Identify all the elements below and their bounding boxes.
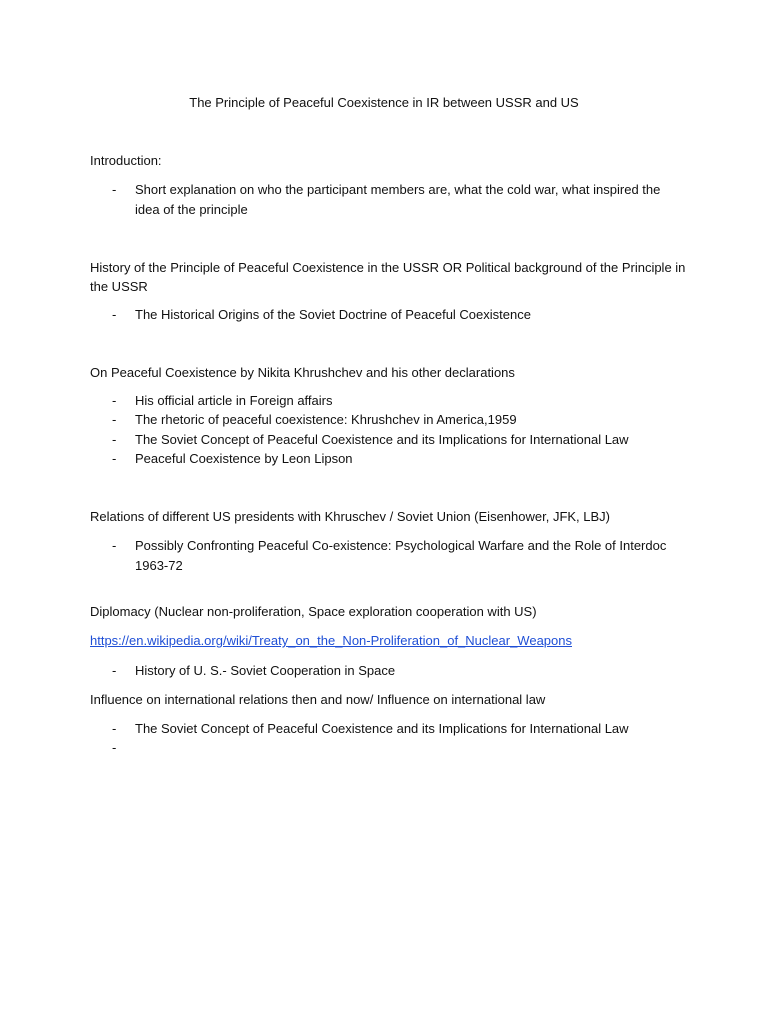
bullet-dash: - — [112, 538, 117, 553]
list-item — [112, 449, 672, 469]
list-item-text: History of U. S.- Soviet Cooperation in Space — [135, 663, 396, 678]
bullet-dash: - — [112, 721, 117, 736]
bullet-dash: - — [112, 393, 117, 408]
list-item-text: His official article in Foreign affairs — [135, 393, 333, 408]
bullet-dash: - — [112, 307, 117, 322]
section-heading-introduction: Introduction: — [90, 153, 162, 168]
bullet-dash: - — [112, 412, 117, 427]
bullet-dash: - — [112, 740, 117, 755]
list-item-text: Possibly Confronting Peaceful Co-existence: Psychological Warfare and the Role of Interdoc 1963-72 — [135, 538, 667, 573]
list-item-text: The Historical Origins of the Soviet Doctrine of Peaceful Coexistence — [135, 307, 531, 322]
section-heading-khrushchev: On Peaceful Coexistence by Nikita Khrushchev and his other declarations — [90, 365, 515, 380]
list-item — [112, 305, 672, 325]
treaty-wikipedia-link[interactable]: https://en.wikipedia.org/wiki/Treaty_on_the_Non-Proliferation_of_Nuclear_Weapons — [90, 633, 572, 648]
list-item — [112, 430, 672, 450]
list-item — [112, 661, 672, 681]
bullet-dash: - — [112, 451, 117, 466]
list-item-text: Peaceful Coexistence by Leon Lipson — [135, 451, 353, 466]
list-item-text: Short explanation on who the participant members are, what the cold war, what inspired the idea of the principle — [135, 182, 661, 217]
section-heading-presidents: Relations of different US presidents with Khruschev / Soviet Union (Eisenhower, JFK, LBJ) — [90, 509, 611, 524]
bullet-dash: - — [112, 432, 117, 447]
list-item-text: The Soviet Concept of Peaceful Coexistence and its Implications for International Law — [135, 432, 629, 447]
bullet-dash: - — [112, 663, 117, 678]
list-item — [112, 391, 672, 411]
list-item — [112, 180, 672, 219]
bullet-dash: - — [112, 182, 117, 197]
list-item — [112, 719, 672, 739]
list-item-text: The Soviet Concept of Peaceful Coexistence and its Implications for International Law — [135, 721, 629, 736]
list-item — [112, 410, 672, 430]
section-heading-diplomacy: Diplomacy (Nuclear non-proliferation, Space exploration cooperation with US) — [90, 604, 537, 619]
section-heading-influence: Influence on international relations then and now/ Influence on international law — [90, 692, 546, 707]
list-item-text: The rhetoric of peaceful coexistence: Khrushchev in America,1959 — [135, 412, 517, 427]
document-title: The Principle of Peaceful Coexistence in IR between USSR and US — [189, 95, 579, 110]
list-item — [112, 536, 672, 575]
section-heading-history: History of the Principle of Peaceful Coexistence in the USSR OR Political background of the Principle in the USSR — [90, 260, 686, 294]
